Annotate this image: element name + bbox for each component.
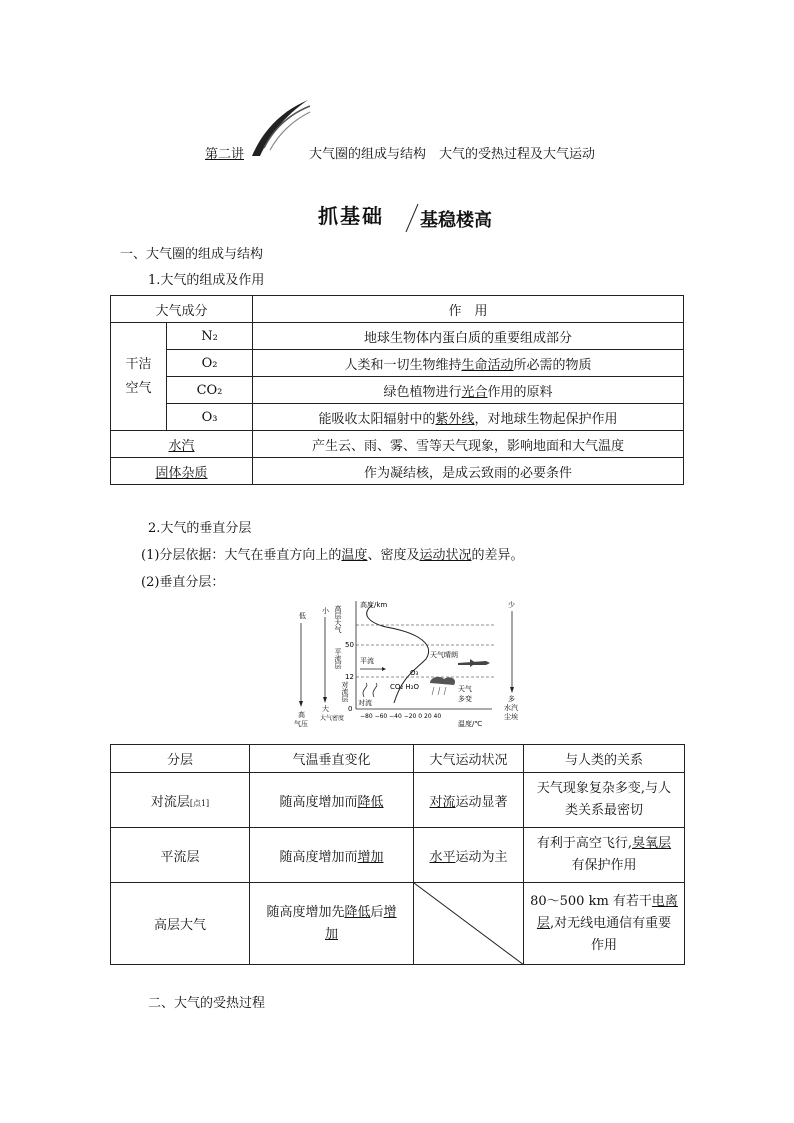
human-relation: 天气现象复杂多变,与人 类关系最密切 — [524, 773, 685, 828]
composition-table — [110, 295, 684, 485]
tick-50: 50 — [345, 641, 354, 649]
tick-0: 0 — [348, 705, 353, 713]
table-row — [111, 773, 685, 828]
stratosphere-label: 平流层 — [334, 648, 342, 669]
section3-heading: 二、大气的受热过程 — [148, 996, 266, 1011]
gas-name: O₃ — [167, 404, 253, 431]
gas-role: 绿色植物进行光合作用的原料 — [253, 377, 684, 404]
weather-fine-label: 天气晴朗 — [430, 651, 458, 659]
layers-table — [110, 744, 685, 965]
table-header: 与人类的关系 — [524, 745, 685, 773]
weather-variable-2: 多变 — [458, 695, 472, 703]
gas-role: 人类和一切生物维持生命活动所必需的物质 — [253, 350, 684, 377]
pressure-high: 高 — [298, 711, 305, 719]
table-row — [111, 350, 684, 377]
gas-name: N₂ — [167, 323, 253, 350]
table-header: 大气成分 — [111, 296, 253, 323]
swoosh-logo-icon — [250, 98, 312, 158]
table-row — [111, 404, 684, 431]
table-header-row — [111, 745, 685, 773]
gas-role: 作为凝结核，是成云致雨的必要条件 — [253, 458, 684, 485]
section1-heading: 一、大气圈的组成与结构 — [120, 247, 264, 262]
upper-atmosphere-label: 高层大气 — [334, 605, 342, 633]
human-relation: 有利于高空飞行,臭氧层 有保护作用 — [524, 828, 685, 883]
pressure-label: 气压 — [294, 720, 308, 728]
section1-sub1: 1.大气的组成及作用 — [148, 273, 265, 288]
table-row — [111, 828, 685, 883]
diagonal-line — [414, 883, 524, 965]
table-header: 气温垂直变化 — [250, 745, 414, 773]
gas-role: 产生云、雨、雾、雪等天气现象，影响地面和大气温度 — [253, 431, 684, 458]
weather-variable-1: 天气 — [458, 685, 472, 693]
density-small: 小 — [322, 607, 329, 615]
lecture-number: 第二讲 — [205, 147, 245, 162]
vapor-less: 少 — [508, 601, 515, 609]
dust-label: 尘埃 — [504, 713, 518, 721]
layer-name: 高层大气 — [111, 883, 250, 965]
y-axis-label: 高度/km — [360, 601, 388, 609]
temp-change: 随高度增加而降低 — [250, 773, 414, 828]
temp-change: 随高度增加先降低后增 加 — [250, 883, 414, 965]
table-row — [111, 458, 684, 485]
density-big: 大 — [322, 705, 329, 713]
lecture-header — [205, 143, 596, 162]
tick-12: 12 — [345, 673, 354, 681]
gas-name: 水汽 — [111, 431, 253, 458]
troposphere-label: 对流层 — [341, 681, 349, 702]
gas-role: 能吸收太阳辐射中的紫外线，对地球生物起保护作用 — [253, 404, 684, 431]
banner-right: 基稳楼高 — [420, 210, 492, 231]
table-row — [111, 883, 685, 965]
convection-label: 对流 — [358, 699, 372, 707]
gas-name: 固体杂质 — [111, 458, 253, 485]
x-tick-labels: −80 −60 −40 −20 0 20 40 — [360, 713, 442, 720]
density-label: 大气密度 — [320, 715, 345, 722]
vapor-more: 多 — [508, 695, 515, 703]
temp-change: 随高度增加而增加 — [250, 828, 414, 883]
co2-h2o-label: CO₂ H₂O — [390, 683, 420, 691]
dry-air-label: 干洁 空气 — [111, 323, 167, 431]
section2-sub2: 2.大气的垂直分层 — [148, 521, 252, 536]
vapor-label: 水汽 — [504, 704, 518, 712]
table-row — [111, 431, 684, 458]
layering-basis: (1)分层依据：大气在垂直方向上的温度、密度及运动状况的差异。 — [141, 548, 524, 563]
table-header: 大气运动状况 — [414, 745, 524, 773]
table-header-row — [111, 296, 684, 323]
lecture-title: 大气圈的组成与结构 大气的受热过程及大气运动 — [309, 147, 596, 162]
ozone-label: O₃ — [410, 669, 419, 677]
empty-diagonal-cell — [414, 883, 524, 965]
motion: 对流运动显著 — [414, 773, 524, 828]
vertical-layers-label: (2)垂直分层： — [141, 575, 225, 590]
layer-name: 平流层 — [111, 828, 250, 883]
layer-name: 对流层[点1] — [111, 773, 250, 828]
table-row — [111, 323, 684, 350]
x-axis-label: 温度/℃ — [458, 720, 483, 728]
motion: 水平运动为主 — [414, 828, 524, 883]
gas-role: 地球生物体内蛋白质的重要组成部分 — [253, 323, 684, 350]
gas-name: O₂ — [167, 350, 253, 377]
horizontal-flow-label: 平流 — [360, 657, 374, 665]
human-relation: 80～500 km 有若干电离 层,对无线电通信有重要 作用 — [524, 883, 685, 965]
banner-left: 抓基础 — [318, 204, 384, 228]
gas-name: CO₂ — [167, 377, 253, 404]
pressure-low: 低 — [299, 612, 306, 620]
atmosphere-layers-diagram — [290, 593, 540, 733]
table-header: 分层 — [111, 745, 250, 773]
section-banner — [310, 200, 530, 236]
table-header: 作 用 — [253, 296, 684, 323]
table-row — [111, 377, 684, 404]
slash-divider — [404, 202, 420, 234]
